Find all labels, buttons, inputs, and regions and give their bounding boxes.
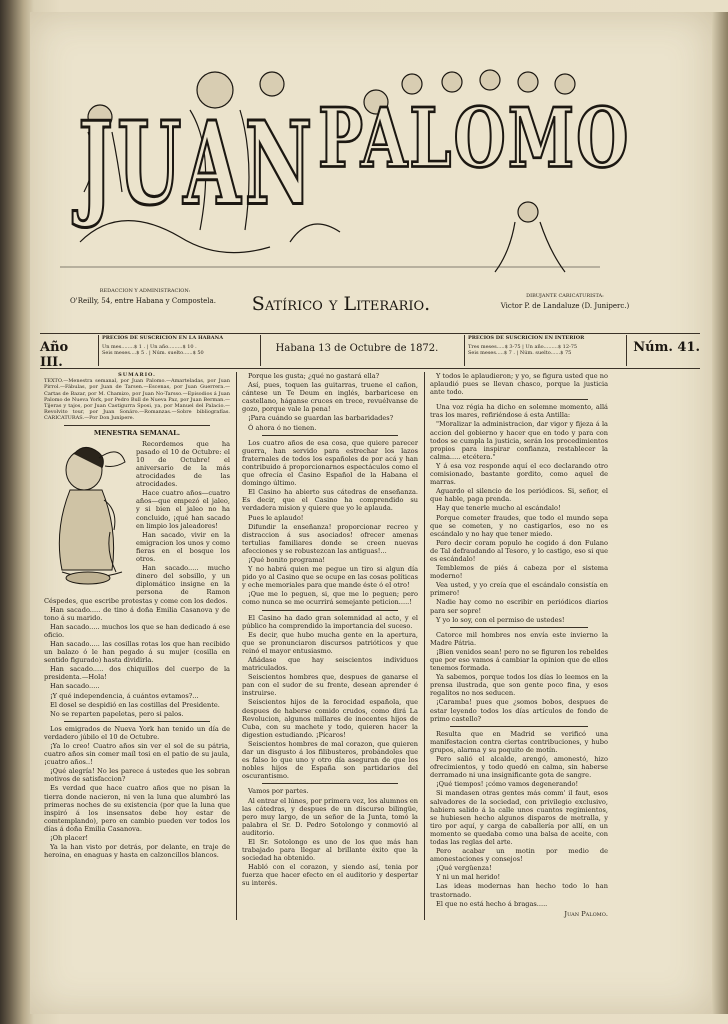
prices-habana-line1: Un mes........$ 1 . | Un año.........$ 10 . [102, 344, 197, 351]
paragraph: ¡Qué tiempos! ¡cómo vamos degenerando! [436, 780, 579, 789]
paragraph: No se reparten papeletas, pero si palos. [50, 709, 184, 718]
prices-habana-box [98, 335, 261, 366]
paragraph: Añádase que hay seiscientos individuos matriculados. [242, 656, 418, 673]
paragraph: ¡Oh placer! [50, 834, 89, 843]
paragraph: Pero decir coram populo he cogido á don Fulano de Tal defraudando al Tesoro, y lo castigo, eso si que es escándalo! [430, 538, 608, 563]
paragraph: Al entrar el lúnes, por primera vez, los alumnos en las cátedras, y despues de un discurso bilingüe, pero muy largo, de un señor de la Junta, tomó la palabra el Sr. D. Pedro Sotolongo y conmovió al auditorio. [242, 796, 418, 837]
paragraph: Las ideas modernas han hecho todo lo han trastornado. [430, 882, 608, 899]
paragraph: Han sacado..... de tino á doña Emilia Casanova y de tono á su marido. [44, 605, 230, 622]
paragraph: Aguardo el silencio de los periódicos. Si, señor, el que hable, paga prenda. [430, 487, 608, 504]
paragraph: Y yo lo soy, con el permiso de ustedes! [436, 615, 565, 624]
column-rule-2 [424, 372, 425, 920]
paragraph: Y todos le aplaudieron; y yo, se figura usted que no aplaudió pues se llevan chasco, porque la justicia ante todo. [430, 372, 608, 397]
paragraph: "Moralizar la administracion, dar vigor y fijeza á la accion del gobierno y hacer que en todo y para con todos se cumpla la justicia, serán los procedimientos propios para inspirar confianza, restablecer la calma..... etcétera." [430, 420, 608, 461]
illustration-figure [44, 440, 132, 590]
divider [450, 399, 588, 400]
paragraph: Han sacado..... las cosillas rotas los que han recibido un balazo ó le han pegado á su mujer (cosilla en sentido figurado) hasta dividirla. [44, 639, 230, 665]
paragraph: Temblemos de piés á cabeza por el sistema moderno! [430, 564, 608, 581]
paragraph: Difundir la enseñanza! proporcionar recreo y distraccion á sus asociados! ofrecer amenas tertulias familiares donde se creen nuevas afecciones y se robustezcan las antiguas!... [242, 522, 418, 555]
divider [262, 435, 398, 436]
prices-habana-title: PRECIOS DE SUSCRICION EN LA HABANA [102, 335, 224, 341]
issue-date: Habana 13 de Octubre de 1872. [275, 343, 439, 354]
prices-interior-title: PRECIOS DE SUSCRICION EN INTERIOR [468, 335, 585, 341]
paragraph: Seiscientos hombres que, despues de ganarse el pan con el sudor de su frente, desean aprender é instruirse. [242, 673, 418, 698]
paragraph: ¡Y qué independencia, á cuántos evtamos?... [50, 691, 199, 700]
summary-title: SUMARIO. [118, 372, 156, 378]
divider [450, 627, 588, 628]
paragraph: Vamos por partes. [248, 787, 309, 796]
caricaturist-label: DIBUJANTE CARICATURISTA: [526, 293, 604, 299]
paragraph: Han sacado..... [50, 682, 100, 691]
column-2 [242, 372, 418, 920]
issue-number: Núm. 41. [633, 340, 700, 355]
paragraph: ¡Ya lo creo! Cuatro años sin ver el sol de su pátria, cuatro años sin comer maíl tosi en el patio de su jaula, ¡cuatro años..! [44, 742, 230, 767]
paragraph: ¡Que me lo peguen, si, que me lo peguen; pero como nunca se me ocurrirá semejante peticion.....! [242, 590, 418, 607]
masthead-title-left: JUAN [78, 98, 317, 232]
prices-habana-line2: Seis meses....$ 5 . | Núm. suelto......$ 50 [102, 350, 204, 357]
paragraph: Es decir, que hubo mucha gente en la apertura, que se pronunciaron discursos patrióticos y que reinó el mayor entusiasmo. [242, 630, 418, 655]
paragraph: ¡Qué alegría! No les parece á ustedes que les sobran motivos de satisfaccion? [44, 767, 230, 784]
paragraph: Ó ahora ó no tienen. [248, 423, 317, 432]
paragraph: ¡Para cuándo se guardan las barbaridades? [248, 414, 394, 423]
paragraph: Es verdad que hace cuatro años que no pisan la tierra donde nacieron, ni ven la luna que alumbró las primeras noches de su existencia (por que la luna que inspiró á los insensatos debe hoy estar de comtemplando), pero en cambio pueden ver todos los días á doña Emilia Casanova. [44, 784, 230, 833]
year-label: Año III. [40, 340, 69, 370]
masthead-title-right: PALOMO [318, 92, 631, 187]
signature: Juan Palomo. [564, 909, 608, 918]
page-edge [712, 12, 728, 1014]
paragraph: Así, pues, toquen las guitarras, truene el cañon, cántese un Te Deum en inglés, barbaricese en castellano, háganse cruces en trece, revuélvanse de gozo, porque vale la pena! [242, 381, 418, 414]
paragraph: Han sacado..... mucho dinero del sobsillo, y un diplomático insigne en la persona de Ramon Céspedes, que escribe protestas y come con los dedos. [44, 564, 230, 605]
paragraph: Pero acabar un motin por medio de amonestaciones y consejos! [430, 847, 608, 864]
paragraph: El Casino ha dado gran solemnidad al acto, y el público ha comprendido la importancia del suceso. [242, 613, 418, 630]
paragraph: ¡Qué bonito programa! [248, 555, 326, 564]
section-title: MENESTRA SEMANAL. [93, 428, 181, 437]
masthead-subtitle: Satírico y Literario. [251, 293, 431, 315]
paragraph: Vea usted, y yo creía que el escándalo consistía en primero! [430, 581, 608, 598]
paragraph: Han sacado..... muchos los que se han dedicado á ese oficio. [44, 622, 230, 639]
paragraph: Seiscientos hombres de mal corazon, que quieren dar un disgusto á los filibusteros, probándoles que es falso lo que uno y otro día aseguran de que los nobles hijos de España son partidarios del oscurantismo. [242, 739, 418, 781]
paragraph: Pero salió el alcalde, arengó, amonestó, hizo ofrecimientos, y todo quedó en calma, sin haberse derramado ni una insignificante gota de sangre. [430, 755, 608, 780]
paragraph: Seiscientos hijos de la ferocidad española, que despues de haberse comido crudos, como dirá La Revolucion, algunos millares de inocentes hijos de Cuba, con su machete y todo, quieren hacer la digestion estudiando. ¡Pícaros! [242, 698, 418, 739]
paragraph: Y no habrá quien me pegue un tiro si algun día pido yo al Casino que se ocupe en las cosas políticas y eche memoriales para que mande éste ó el otro! [242, 565, 418, 590]
paragraph: Y ni un mal herido! [436, 873, 501, 882]
paragraph: Porque les gusta; ¿qué no gastará ella? [248, 372, 380, 380]
prices-interior-line2: Seis meses.....$ 7 . | Núm. suelto......$ 75 [468, 350, 572, 357]
paragraph: Los cuatro años de esa cosa, que quiere parecer guerra, han servido para estrechar los lazos fraternales de todos los españoles de por acá y han contribuido á proporcionarnos espectáculos como el que ofrecía el Casino Español de la Habana el domingo último. [242, 438, 418, 488]
divider [64, 721, 210, 722]
divider [262, 610, 398, 611]
admin-label: REDACCION Y ADMINISTRACION: [99, 288, 191, 294]
prices-interior-line1: Tres meses.....$ 3-75 | Un año.........$ 12-75 [468, 344, 578, 351]
column-rule-1 [236, 372, 237, 920]
paragraph: Resulta que en Madrid se verificó una manifestacion contra ciertas contribuciones, y hubo grupos, alarma y su poquito de motín. [430, 729, 608, 754]
paragraph: Si mandasen otras gentes más comm' il faut, esos salvadores de la sociedad, con privilegio exclusivo, habiera salido á la calle unos cuantos regimientos, se hubiesen hecho algunos disparos de metralla, y tiro por aquí, y carga de caballería por allí, en un momento se quedaba como una balsa de aceite, con todas las reglas del arte. [430, 789, 608, 846]
paragraph: Pues le aplaudo! [248, 513, 304, 522]
paragraph: El que no está hecho á bragas..... [436, 899, 548, 908]
column-1 [44, 372, 230, 920]
column-3 [430, 372, 608, 920]
paragraph: Hay que tenerle mucho al escándalo! [436, 504, 561, 513]
divider [64, 425, 210, 426]
admin-address: O'Reilly, 54, entre Habana y Compostela. [70, 297, 216, 305]
paragraph: Ya la han visto por detrás, por delante, en traje de heroina, en enaguas y hasta en calzoncillos blancos. [44, 843, 230, 860]
caricaturist-name: Victor P. de Landaluze (D. Juniperc.) [500, 302, 630, 310]
paragraph: El dosel se despidió en las costillas del Presidente. [50, 700, 220, 709]
paragraph: Han sacado..... dos chiquillos del cuerpo de la presidenta.—Hola! [44, 665, 230, 682]
prices-interior-box [464, 335, 627, 366]
paragraph: Ya sabemos, porque todos los días lo leemos en la prensa ilustrada, que son gente poco fina, y esos regalitos no nos seducen. [430, 673, 608, 698]
paragraph: Una voz régia ha dicho en solemne momento, allá tras los mares, refiriéndose á esta Antilla: [430, 403, 608, 420]
paragraph: Catorce mil hombres nos envía este invierno la Madre Pátria. [430, 630, 608, 647]
info-bar [40, 333, 700, 369]
paragraph: El Casino ha abierto sus cátedras de enseñanza. Es decir, que el Casino ha comprendido su verdadera mision y quiere que yo le aplauda. [242, 488, 418, 513]
paragraph: Hace cuatro años—cuatro años—que empezó el jaleo, y si bien el jaleo no ha concluido, ¡qué han sacado en limpio los jaleadores! [136, 489, 230, 530]
paragraph: Y á esa voz responde aquí el eco declarando otro comisionado, bastante gordito, como aquel de marras. [430, 461, 608, 487]
paragraph: Recordemos que ha pasado el 10 de Octubre: el 10 de Octubre! el aniversario de la más atrocidades de las atrocidades. [136, 439, 230, 489]
paragraph: Porque cometer fraudes, que todo el mundo sepa que se cometen, y no castigarlos, eso no es escándalo y no hay que tener miedo. [430, 513, 608, 538]
paragraph: Habló con el corazon, y siendo así, tenia por fuerza que hacer efecto en el auditorio y despertar su interés. [242, 863, 418, 888]
paragraph: ¡Caramba! pues que ¿somos bobos, despues de estar leyendo todos los días artículos de fondo de primo castello? [430, 698, 608, 723]
paragraph: ¡Bien venidos sean! pero no se figuren los rebeldes que por eso vamos á cambiar la opinion que de ellos tenemos formada. [430, 647, 608, 673]
summary-text: TEXTO.—Menestra semanal, por Juan Palomo.—Amarteladas, por Juan Pirrol.—Fábulas, por Juan de Tarsen.—Escenas, por Juan Guerrera.—Cartas de Bazar, por M. Chamizo, por Juan No-Tarsso.—Episodios á Juan Palomo de Nueva York, por Pedro Bull de Nueva Paz, por Juan Berman.—Tijeras y tajos, por Juan Castigurra Sposi, ya, por Manuel del Palacio.—Revolvito tour, por Juan Sonáro.—Romanzas.—Sobre bibliografías. CARICATURAS.—Por Don Junípere. [44, 378, 230, 422]
paragraph: Los emigrados de Nueva York han tenido un día de verdadero júbilo el 10 de Octubre. [44, 724, 230, 741]
divider [450, 726, 588, 727]
paragraph: Han sacado, vivir en la emigracion los unos y como fieras en el bosque los otros. [136, 530, 230, 564]
paragraph: Nadie hay como no escribir en periódicos diarios para ser sopre! [430, 598, 608, 615]
divider [262, 783, 398, 784]
paragraph: El Sr. Sotolongo es uno de los que más han trabajado para llegar al brillante éxito que la sociedad ha obtenido. [242, 837, 418, 863]
paragraph: ¡Qué vergüenza! [436, 864, 492, 873]
